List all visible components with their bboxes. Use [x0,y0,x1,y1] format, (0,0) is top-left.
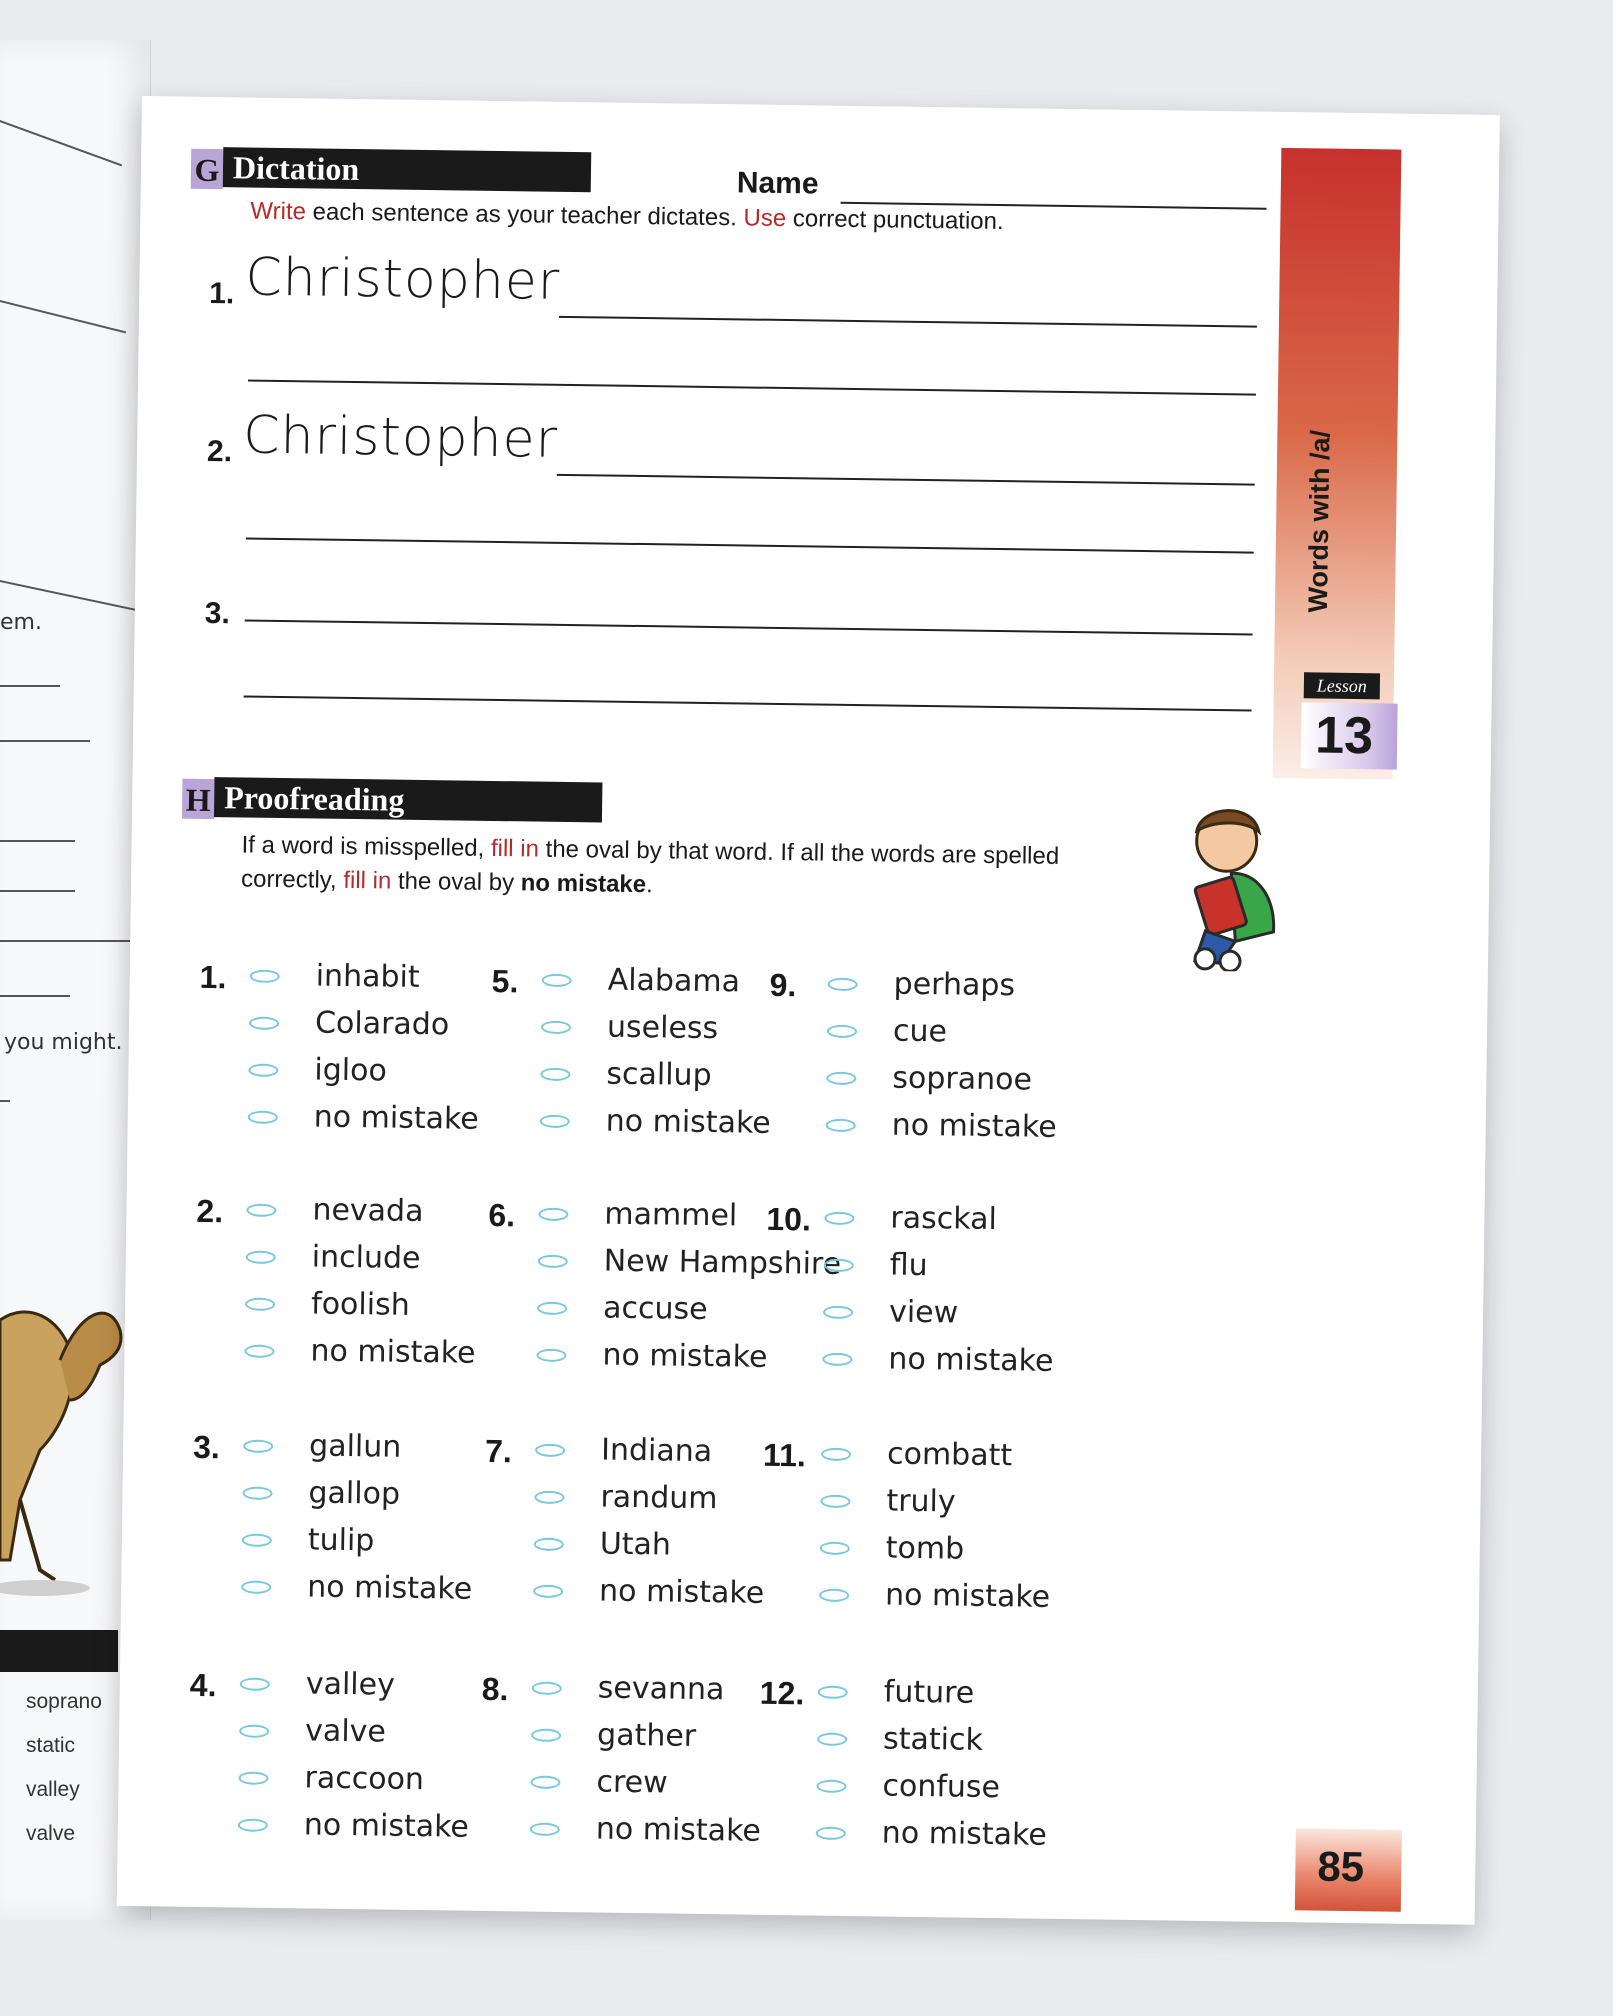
answer-oval-icon[interactable] [537,1302,567,1315]
answer-oval-icon[interactable] [238,1772,268,1785]
left-page-rule [0,740,90,742]
answer-option-label: gather [596,1717,697,1754]
answer-option[interactable] [239,1713,387,1750]
answer-option-label: New Hampshire [603,1243,842,1282]
proofreading-instructions-line1 [241,831,1059,870]
answer-option-label: foolish [310,1286,410,1323]
left-word-list-item: valley [26,1778,80,1801]
answer-option-label: valley [305,1666,396,1703]
answer-option-label: valve [304,1713,387,1750]
answer-oval-icon[interactable] [826,1119,856,1132]
answer-oval-icon[interactable] [244,1345,274,1358]
answer-oval-icon[interactable] [531,1729,561,1742]
answer-option-label: view [888,1294,959,1331]
answer-option[interactable] [531,1717,697,1754]
answer-oval-icon[interactable] [243,1440,273,1453]
answer-option-label: accuse [602,1290,708,1328]
instruction-text: each sentence as your teacher dictates. [305,198,744,232]
answer-oval-icon[interactable] [822,1353,852,1366]
answer-option-label: igloo [314,1052,388,1089]
left-page-rule [0,995,70,997]
answer-option[interactable] [538,1196,738,1234]
dictation-header [191,147,592,193]
answer-option[interactable] [818,1674,975,1711]
answer-option[interactable] [238,1807,470,1845]
answer-oval-icon[interactable] [824,1212,854,1225]
dictation-starter: Christopher [242,405,559,470]
dictation-starter: Christopher [245,247,561,312]
proofreading-item-number: 12. [759,1674,805,1712]
answer-oval-icon[interactable] [821,1448,851,1461]
section-title: Proofreading [214,777,603,822]
answer-oval-icon[interactable] [250,970,280,983]
answer-option[interactable] [825,1107,1057,1145]
answer-option-label: useless [606,1009,719,1047]
answer-option[interactable] [534,1479,718,1517]
answer-option[interactable] [538,1243,842,1282]
answer-option[interactable] [824,1200,998,1238]
answer-option[interactable] [249,958,420,995]
answer-option[interactable] [243,1428,402,1465]
worksheet-page [117,96,1500,1925]
answer-option[interactable] [246,1239,421,1277]
proofreading-item-number: 6. [488,1196,516,1234]
answer-option[interactable] [816,1768,1001,1806]
answer-option-label: randum [600,1479,718,1517]
left-page-rule [0,890,75,892]
answer-option-label: crew [596,1764,668,1801]
instruction-keyword: fill in [343,866,392,895]
answer-option[interactable] [249,1005,450,1043]
answer-oval-icon[interactable] [242,1487,272,1500]
proofreading-item-number: 2. [196,1192,224,1230]
answer-option-label: no mistake [303,1807,470,1845]
answer-option[interactable] [819,1577,1051,1615]
instruction-keyword: Write [250,197,307,226]
left-page-rule [0,300,126,333]
instruction-text: correct punctuation. [786,205,1004,236]
answer-option[interactable] [532,1670,725,1708]
answer-option-label: tomb [885,1530,965,1567]
answer-option[interactable] [244,1333,476,1371]
instruction-text: If a word is misspelled, [241,831,492,862]
proofreading-item-number: 7. [484,1432,513,1470]
answer-option-label: perhaps [893,966,1016,1004]
answer-option-label: no mistake [598,1573,765,1611]
proofreading-header [182,777,603,823]
section-title: Dictation [223,147,592,192]
answer-oval-icon[interactable] [817,1733,847,1746]
proofreading-item-number: 5. [491,962,519,1000]
answer-option[interactable] [533,1573,765,1611]
answer-option-label: statick [882,1721,984,1758]
proofreading-item-number: 1. [199,958,227,996]
answer-option[interactable] [537,1290,708,1328]
dictation-number: 1. [209,276,235,311]
answer-option-label: Indiana [600,1432,713,1470]
answer-oval-icon[interactable] [246,1251,276,1264]
answer-oval-icon[interactable] [248,1064,278,1077]
proofreading-item-number: 9. [769,966,797,1004]
instruction-text: correctly, [240,865,344,894]
answer-option-label: Utah [599,1526,672,1563]
answer-option-label: mammel [604,1196,738,1234]
left-page-rule [0,120,122,166]
dictation-write-line[interactable] [559,316,1257,328]
answer-oval-icon[interactable] [530,1776,560,1789]
answer-option-label: flu [889,1247,928,1284]
answer-oval-icon[interactable] [540,1068,570,1081]
answer-oval-icon[interactable] [535,1444,565,1457]
answer-option[interactable] [541,1009,719,1047]
answer-option-label: no mistake [310,1333,476,1371]
answer-option-label: no mistake [306,1569,473,1607]
answer-option-label: nevada [312,1192,424,1230]
instruction-bold: no mistake [520,869,647,899]
answer-oval-icon[interactable] [536,1349,566,1362]
proofreading-item-number: 3. [192,1428,221,1466]
answer-oval-icon[interactable] [820,1542,850,1555]
answer-option-label: no mistake [313,1099,479,1137]
answer-option[interactable] [242,1475,401,1512]
answer-option[interactable] [820,1530,965,1567]
answer-option-label: Alabama [607,962,741,1000]
answer-oval-icon[interactable] [816,1827,846,1840]
answer-oval-icon[interactable] [534,1491,564,1504]
answer-option-label: rasckal [890,1200,998,1238]
answer-option-label: no mistake [595,1811,762,1849]
dictation-number: 2. [206,434,233,469]
lesson-label: Lesson [1304,672,1380,699]
answer-oval-icon[interactable] [538,1255,568,1268]
instruction-keyword: fill in [490,834,540,863]
proofreading-instructions-line2 [241,865,653,899]
left-page-rule [0,840,75,842]
answer-option[interactable] [823,1294,959,1331]
answer-oval-icon[interactable] [819,1589,849,1602]
answer-oval-icon[interactable] [820,1495,850,1508]
lesson-number: 13 [1301,702,1398,769]
answer-oval-icon[interactable] [533,1585,563,1598]
answer-oval-icon[interactable] [241,1581,271,1594]
section-letter: H [182,779,215,819]
answer-option-label: cue [892,1013,948,1050]
answer-oval-icon[interactable] [826,1072,856,1085]
answer-option[interactable] [248,1099,479,1137]
answer-oval-icon[interactable] [534,1538,564,1551]
answer-option[interactable] [820,1483,956,1520]
horse-illustration [0,1200,130,1620]
instruction-text: . [645,871,653,899]
answer-oval-icon[interactable] [246,1204,276,1217]
dictation-write-line[interactable] [557,474,1255,486]
answer-option-label: no mistake [891,1107,1057,1145]
answer-option[interactable] [241,1569,473,1607]
answer-option[interactable] [242,1522,375,1559]
boy-reading-illustration [1175,801,1287,973]
answer-option-label: no mistake [605,1103,771,1141]
answer-option[interactable] [822,1341,1054,1379]
answer-oval-icon[interactable] [542,974,572,987]
answer-option[interactable] [816,1815,1048,1853]
dictation-write-line[interactable] [248,380,1256,396]
left-word-list-item: valve [26,1822,76,1845]
dictation-number: 3. [204,596,231,631]
answer-option-label: raccoon [304,1760,425,1798]
left-page-rule [0,580,137,611]
answer-oval-icon[interactable] [242,1534,272,1547]
answer-option[interactable] [530,1764,668,1801]
answer-option[interactable] [530,1811,762,1849]
answer-oval-icon[interactable] [818,1686,848,1699]
answer-option[interactable] [826,1060,1033,1098]
instruction-text: the oval by [391,867,521,897]
answer-option-label: no mistake [888,1341,1054,1379]
left-word-list-item: soprano [26,1690,102,1713]
instruction-text: the oval by that word. If all the words are spelled [538,835,1060,870]
answer-oval-icon[interactable] [816,1780,846,1793]
answer-option-label: no mistake [881,1815,1048,1853]
proofreading-item-number: 10. [766,1200,812,1238]
answer-oval-icon[interactable] [540,1115,570,1128]
answer-option-label: Colarado [314,1005,450,1043]
answer-option-label: future [883,1674,975,1711]
answer-option[interactable] [827,1013,948,1050]
left-page-rule [0,1100,10,1102]
answer-option-label: gallun [308,1428,402,1465]
left-page-rule [0,685,60,687]
answer-oval-icon[interactable] [245,1298,275,1311]
answer-option-label: include [311,1239,421,1277]
left-page-fragment: you might. [4,1030,123,1055]
answer-option[interactable] [534,1526,672,1563]
answer-option[interactable] [541,962,741,1000]
instruction-keyword: Use [743,204,787,233]
answer-oval-icon[interactable] [828,978,858,991]
proofreading-item-number: 11. [762,1436,807,1474]
section-letter: G [191,149,224,189]
answer-option[interactable] [827,966,1016,1004]
answer-option-label: sevanna [597,1670,725,1708]
answer-option[interactable] [246,1192,424,1230]
answer-oval-icon[interactable] [249,1017,279,1030]
answer-option[interactable] [821,1436,1013,1474]
answer-oval-icon[interactable] [239,1725,269,1738]
answer-option[interactable] [240,1666,396,1703]
answer-option-label: sopranoe [892,1060,1033,1098]
answer-oval-icon[interactable] [240,1678,270,1691]
answer-oval-icon[interactable] [824,1259,854,1272]
answer-oval-icon[interactable] [541,1021,571,1034]
proofreading-item-number: 4. [189,1666,217,1704]
answer-option[interactable] [248,1052,388,1089]
answer-oval-icon[interactable] [823,1306,853,1319]
answer-option-label: confuse [882,1768,1001,1806]
answer-option-label: inhabit [315,958,420,995]
answer-oval-icon[interactable] [538,1208,568,1221]
answer-option[interactable] [817,1721,984,1758]
dictation-write-line[interactable] [246,537,1254,553]
proofreading-item-number: 8. [481,1670,509,1708]
dictation-write-line[interactable] [244,695,1252,711]
answer-option[interactable] [245,1286,410,1323]
dictation-write-line[interactable] [245,619,1253,635]
answer-option-label: truly [886,1483,956,1520]
left-page-rule [0,940,130,942]
page-number: 85 [1317,1842,1365,1891]
answer-oval-icon[interactable] [238,1819,268,1832]
answer-option-label: combatt [886,1436,1013,1474]
tab-vertical-title: Words with /a/ [1302,429,1336,613]
left-page-word-bar [0,1630,118,1672]
name-label: Name [736,166,819,201]
answer-option-label: gallop [308,1475,401,1512]
answer-option[interactable] [539,1103,771,1141]
answer-option-label: no mistake [602,1337,768,1375]
answer-option-label: no mistake [884,1577,1051,1615]
answer-option[interactable] [535,1432,713,1470]
left-word-list-item: static [26,1734,76,1757]
answer-oval-icon[interactable] [248,1111,278,1124]
answer-option[interactable] [536,1337,768,1375]
answer-option[interactable] [540,1056,712,1094]
answer-oval-icon[interactable] [827,1025,857,1038]
answer-option-label: tulip [307,1522,375,1559]
left-page-fragment: em. [0,610,42,635]
answer-oval-icon[interactable] [532,1682,562,1695]
answer-option-label: scallup [606,1056,712,1094]
answer-option[interactable] [238,1760,425,1798]
answer-oval-icon[interactable] [530,1823,560,1836]
